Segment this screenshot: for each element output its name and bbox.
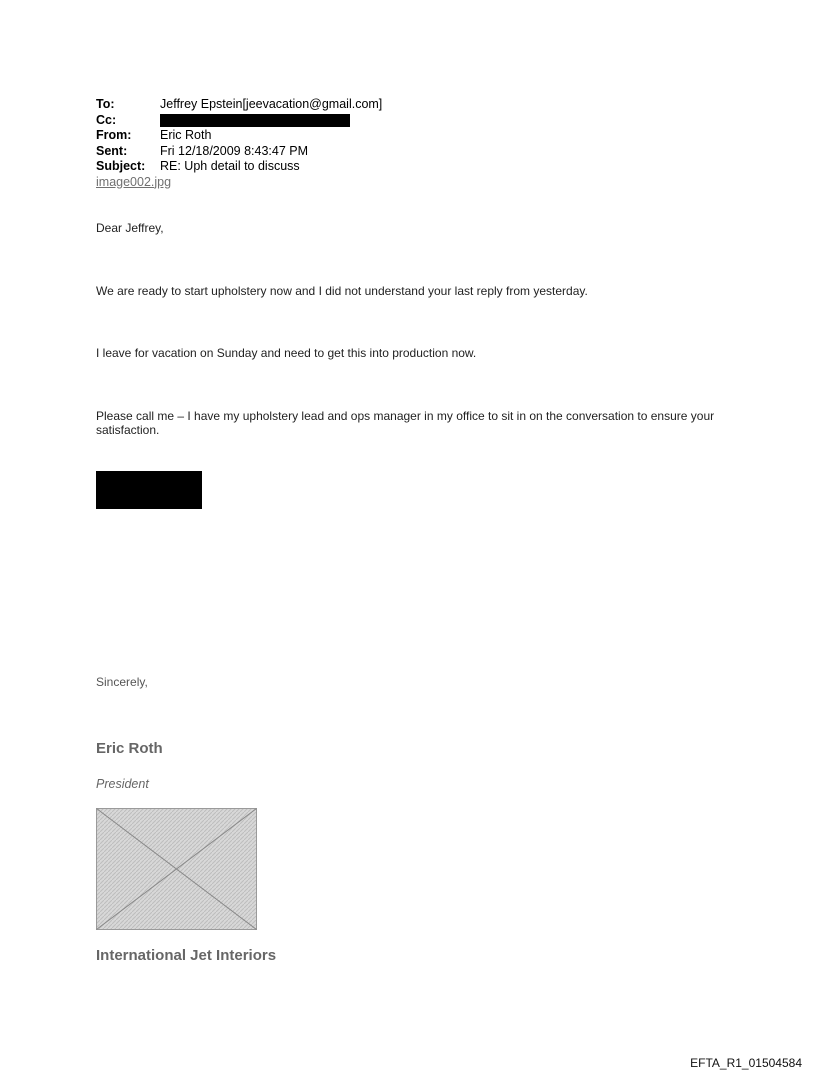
signature-name: Eric Roth	[96, 740, 163, 757]
body-paragraph-3: Please call me – I have my upholstery lead and ops manager in my office to sit in on the conversation to ensure your satisfaction.	[96, 409, 715, 437]
attachment-link[interactable]: image002.jpg	[96, 174, 172, 189]
closing: Sincerely,	[96, 675, 148, 689]
greeting: Dear Jeffrey,	[96, 221, 164, 235]
to-value: Jeffrey Epstein[jeevacation@gmail.com]	[160, 97, 383, 111]
to-label: To:	[96, 97, 115, 111]
body-redaction	[96, 471, 202, 509]
body-paragraph-1: We are ready to start upholstery now and I did not understand your last reply from yesterday.	[96, 284, 588, 298]
cc-label: Cc:	[96, 112, 117, 127]
signature-title: President	[96, 777, 149, 791]
from-value: Eric Roth	[160, 128, 212, 142]
cc-redaction	[160, 114, 350, 127]
signature-company: International Jet Interiors	[96, 947, 277, 964]
subject-value: RE: Uph detail to discuss	[160, 159, 300, 173]
from-label: From:	[96, 128, 132, 142]
cc-row	[96, 113, 382, 129]
from-row	[96, 128, 382, 144]
body-paragraph-2: I leave for vacation on Sunday and need to get this into production now.	[96, 346, 477, 360]
sent-label: Sent:	[96, 143, 128, 158]
sent-row	[96, 144, 382, 160]
document-id: EFTA_R1_01504584	[690, 1056, 802, 1070]
to-row	[96, 97, 382, 113]
sent-value: Fri 12/18/2009 8:43:47 PM	[160, 143, 309, 158]
missing-image-icon	[96, 808, 257, 930]
subject-label: Subject:	[96, 159, 146, 173]
attachment-row	[96, 175, 382, 191]
email-header	[96, 97, 382, 190]
subject-row	[96, 159, 382, 175]
